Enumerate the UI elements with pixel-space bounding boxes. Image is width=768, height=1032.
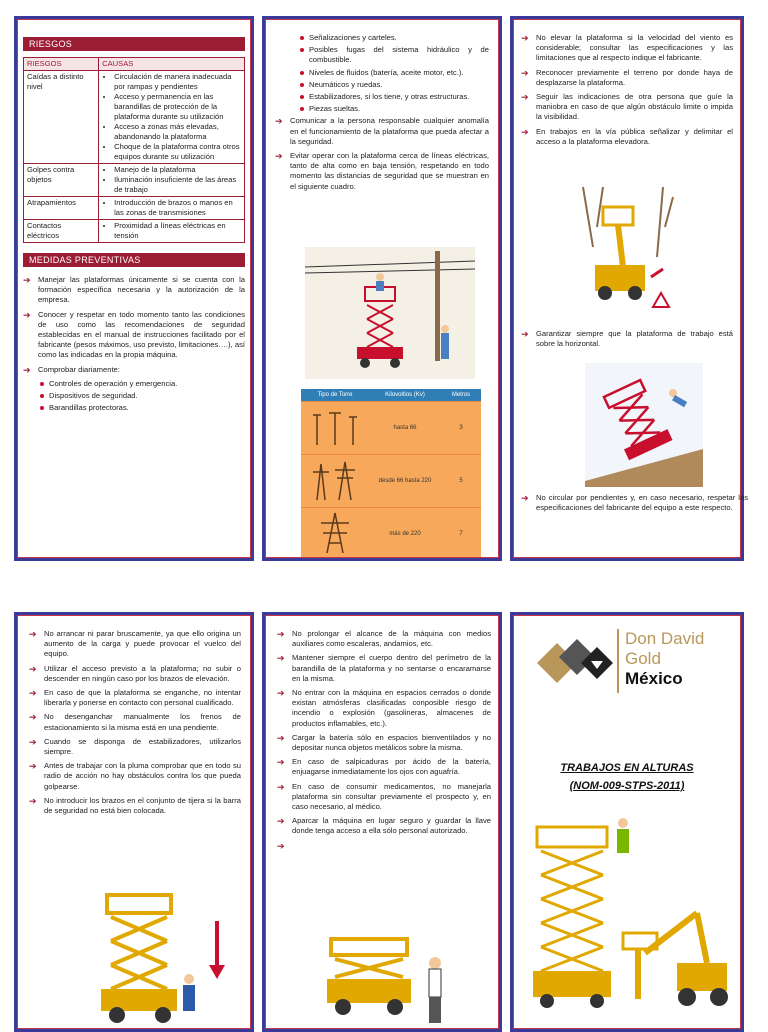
cause-item: • Choque de la plataforma contra otros equipos durante su utilización	[114, 142, 241, 162]
item-text: En trabajos en la vía pública señalizar y delimitar el acceso a la plataforma elevadora.	[536, 126, 733, 146]
item-text: No arrancar ni parar bruscamente, ya que ello origina un aumento de la carga y puede provocar el vuelco del equipo.	[44, 629, 241, 659]
table-row	[301, 401, 481, 454]
tower-icon	[307, 511, 363, 555]
kv-value: desde 66 hasta 220	[378, 478, 432, 484]
check-item: Barandillas protectoras.	[49, 403, 245, 413]
table-row	[24, 71, 245, 164]
risk-name: Caídas a distinto nivel	[24, 71, 99, 164]
bullet-arrow-icon: ➔	[29, 795, 37, 806]
col-riesgos: RIESGOS	[24, 58, 99, 71]
bullet-arrow-icon: ➔	[29, 736, 37, 747]
item-text: Aparcar la máquina en lugar seguro y guardar la llave donde tenga acceso a ella sólo personal autorizado.	[292, 816, 491, 836]
risk-table	[23, 57, 245, 243]
item-text: No entrar con la máquina en espacios cerrados o donde existan atmósferas clasificadas conposible riesgo de incendio o explosión (gasolineras, almacenes de productos inflamables, etc.).	[292, 688, 491, 728]
diamond-logo-icon	[527, 627, 617, 697]
item-text: Comprobar diariamente:	[38, 364, 120, 374]
list-item	[29, 688, 241, 708]
item-text: Seguir las indicaciones de otra persona que guíe la maniobra en caso de que algún obstáculo limite o impida la visibilidad.	[536, 92, 733, 122]
list-item	[29, 629, 241, 660]
item-text: Cargar la batería sólo en espacios bienventilados y no depositar nunca objetos metálicos sobre la misma.	[292, 732, 491, 753]
cause-item: • Manejo de la plataforma	[114, 165, 241, 175]
check-item: Piezas sueltas.	[309, 104, 489, 114]
bullet-arrow-icon: ➔	[23, 309, 31, 320]
tower-icon	[307, 458, 363, 502]
bullet-arrow-icon: ➔	[277, 688, 285, 699]
riesgos-header: RIESGOS	[23, 37, 245, 51]
col-causas: CAUSAS	[99, 58, 245, 71]
bullet-arrow-icon: ➔	[23, 275, 31, 285]
metros-value: 3	[459, 425, 463, 431]
list-item	[29, 761, 241, 792]
kv-value: hasta 66	[393, 425, 417, 431]
panel-riesgos	[14, 16, 254, 561]
bullet-arrow-icon: ➔	[29, 629, 37, 639]
list-item	[521, 92, 733, 123]
item-text: Comunicar a la persona responsable cualquier anomalía en el funcionamiento de la plataforma que pueda afectar a la seguridad.	[290, 116, 489, 146]
risk-name: Golpes contra objetos	[24, 164, 99, 197]
item-text: Cuando se disponga de estabilizadores, utilizarlos siempre.	[44, 736, 241, 757]
kv-value: más de 220	[389, 531, 421, 537]
check-item: Dispositivos de seguridad.	[49, 391, 245, 401]
document-title: TRABAJOS EN ALTURAS	[560, 762, 694, 774]
check-item: Posibles fugas del sistema hidráulico y de combustible.	[309, 45, 489, 65]
bullet-arrow-icon: ➔	[521, 67, 529, 78]
item-text: No desenganchar manualmente los frenos de estacionamiento si la misma está en una pendiente.	[44, 712, 241, 732]
list-item	[23, 310, 245, 361]
table-row	[301, 454, 481, 507]
list-item	[277, 782, 491, 813]
item-text: No introducir los brazos en el conjunto de tijera si la barra de seguridad no está bien colocada.	[44, 795, 241, 816]
list-item	[275, 116, 489, 147]
cause-item: • Acceso y permanencia en las barandillas de protección de la plataforma durante su utilización	[114, 92, 241, 122]
cause-item: • Introducción de brazos o manos en las zonas de transmisiones	[114, 198, 241, 218]
table-row	[24, 197, 245, 220]
bullet-arrow-icon: ➔	[521, 92, 529, 103]
item-text: Manejar las plataformas únicamente si se cuenta con la formación específica necesaria y la autorización de la empresa.	[38, 275, 245, 305]
list-item	[521, 493, 748, 513]
item-text: Reconocer previamente el terreno por donde haya de desplazarse la plataforma.	[536, 67, 733, 87]
item-text: No circular por pendientes y, en caso necesario, respetar las especificaciones del fabricante del equipo a este respecto.	[536, 493, 748, 513]
list-item	[521, 33, 733, 64]
tipping-platform-illustration	[585, 363, 703, 487]
table-row	[24, 164, 245, 197]
bullet-arrow-icon: ➔	[29, 688, 37, 699]
check-item: Niveles de fluidos (batería, aceite motor, etc.).	[309, 68, 489, 78]
cause-item: • Circulación de manera inadecuada por rampas y pendientes	[114, 72, 241, 92]
list-item	[23, 275, 245, 306]
scissor-lift-illustration	[77, 881, 237, 1026]
list-item	[277, 653, 491, 684]
table-row	[24, 220, 245, 243]
voltage-distance-table	[301, 389, 481, 557]
bullet-arrow-icon: ➔	[521, 329, 529, 339]
col-kv: Kilovoltios (Kv)	[385, 392, 425, 398]
item-text: No prolongar el alcance de la máquina con medios auxiliares como escaleras, andamios, etc.	[292, 629, 491, 649]
list-item	[277, 816, 491, 836]
check-item: Neumáticos y ruedas.	[309, 80, 489, 90]
list-item	[29, 712, 241, 732]
risk-name: Contactos eléctricos	[24, 220, 99, 243]
bullet-arrow-icon: ➔	[277, 840, 285, 851]
bullet-arrow-icon: ➔	[277, 781, 285, 792]
bullet-arrow-icon: ➔	[29, 663, 37, 674]
bullet-arrow-icon: ➔	[277, 757, 285, 768]
check-item: Controles de operación y emergencia.	[49, 379, 245, 389]
list-item	[521, 68, 733, 88]
bullet-arrow-icon: ➔	[521, 33, 529, 43]
brand-sub: Gold	[625, 649, 661, 668]
metros-value: 7	[459, 531, 463, 537]
cause-item: • Acceso a zonas más elevadas, abandonando la plataforma	[114, 122, 241, 142]
item-text: Antes de trabajar con la pluma comprobar que en todo su radio de acción no hay obstáculos contra los que pueda golpearse.	[44, 761, 241, 791]
list-item	[277, 688, 491, 729]
check-item: Estabilizadores, si los tiene, y otras estructuras.	[309, 92, 489, 102]
panel-operacion	[14, 612, 254, 1032]
list-item	[29, 737, 241, 757]
list-item	[521, 329, 733, 349]
cause-item: • Proximidad a líneas eléctricas en tensión	[114, 221, 241, 241]
company-logo	[525, 627, 735, 699]
table-row	[301, 507, 481, 560]
bullet-arrow-icon: ➔	[521, 493, 529, 503]
bullet-arrow-icon: ➔	[277, 732, 285, 743]
document-subtitle: (NOM-009-STPS-2011)	[569, 780, 685, 792]
tower-icon	[307, 407, 363, 447]
parked-lift-illustration	[303, 933, 463, 1027]
list-item	[277, 629, 491, 649]
medidas-header: MEDIDAS PREVENTIVAS	[23, 253, 245, 267]
panel-uso-seguro	[262, 612, 502, 1032]
boom-lift-street-illustration	[573, 187, 683, 317]
list-item	[29, 664, 241, 684]
metros-value: 5	[459, 478, 463, 484]
item-text: Mantener siempre el cuerpo dentro del perímetro de la barandilla de la plataforma y no sentarse o encaramarse en la misma.	[292, 653, 491, 683]
bullet-arrow-icon: ➔	[23, 364, 31, 375]
panel-inspeccion	[262, 16, 502, 561]
bullet-arrow-icon: ➔	[29, 761, 37, 772]
power-line-worker-illustration	[305, 247, 475, 379]
brand-name: Don David	[625, 629, 705, 648]
col-tower-type: Tipo de Torre	[317, 392, 353, 398]
lifts-cover-illustration	[527, 813, 733, 1023]
risk-name: Atrapamientos	[24, 197, 99, 220]
bullet-arrow-icon: ➔	[275, 116, 283, 127]
item-text: En caso de salpicaduras por ácido de la batería, enjuagarse inmediatamente los ojos con aguafría.	[292, 757, 491, 777]
list-item	[277, 733, 491, 753]
list-item	[277, 757, 491, 777]
item-text: Garantizar siempre que la plataforma de trabajo está sobre la horizontal.	[536, 329, 733, 349]
item-text: Conocer y respetar en todo momento tanto las condiciones de uso como las recomendaciones de seguridad establecidas en el manual de instrucciones facilitado por el fabricante (pesos máximos, uso previsto, limitaciones….), así como las indicadas en la propia máquina.	[38, 309, 245, 360]
col-metros: Metros	[451, 392, 471, 398]
cause-item: • Iluminación insuficiente de las áreas de trabajo	[114, 175, 241, 195]
list-item	[521, 127, 733, 147]
bullet-arrow-icon: ➔	[277, 653, 285, 664]
item-text: Evitar operar con la plataforma cerca de líneas eléctricas, tanto de alta como en baja tensión, respetando en todo momento las distancias de seguridad que se muestran en el siguiente cuadro.	[290, 151, 489, 191]
list-item	[29, 796, 241, 816]
bullet-arrow-icon: ➔	[521, 126, 529, 137]
panel-entorno	[510, 16, 748, 561]
check-item: Señalizaciones y carteles.	[309, 33, 489, 43]
list-item	[23, 365, 245, 375]
bullet-arrow-icon: ➔	[277, 816, 285, 827]
item-text: En caso de consumir medicamentos, no manejarla plataforma sin consultar previamente el prospecto y, en caso necesario, al médico.	[292, 781, 491, 812]
item-text: No elevar la plataforma si la velocidad del viento es considerable; consultar las especificaciones y las limitaciones que al respecto indique el fabricante.	[536, 33, 733, 63]
bullet-arrow-icon: ➔	[275, 151, 283, 162]
bullet-arrow-icon: ➔	[277, 629, 285, 639]
brand-country: México	[625, 669, 683, 688]
bullet-arrow-icon: ➔	[29, 712, 37, 723]
item-text: Utilizar el acceso previsto a la plataforma; no subir o descender en ningún caso por los brazos de elevación.	[44, 663, 241, 683]
list-item	[275, 151, 489, 192]
panel-portada	[510, 612, 744, 1032]
item-text: En caso de que la plataforma se enganche, no intentar liberarla y ponerse en contacto con personal cualificado.	[44, 688, 241, 708]
